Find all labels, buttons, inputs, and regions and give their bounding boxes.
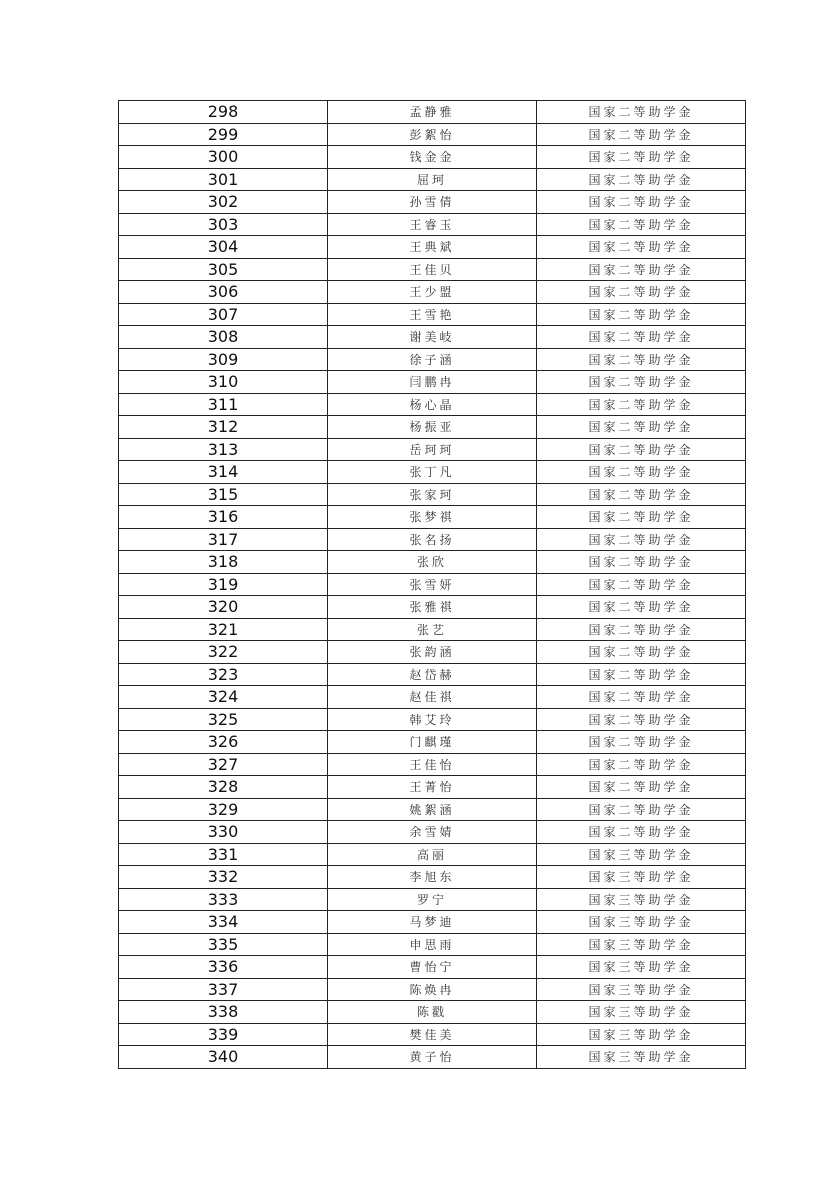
- student-name-cell: 赵佳祺: [328, 686, 537, 709]
- student-name-cell: 余雪婧: [328, 821, 537, 844]
- row-number-cell: 316: [119, 506, 328, 529]
- student-name-cell: 张雪妍: [328, 573, 537, 596]
- table-row: [119, 551, 746, 574]
- table-row: [119, 506, 746, 529]
- row-number-cell: 340: [119, 1046, 328, 1069]
- row-number-cell: 325: [119, 708, 328, 731]
- student-name-cell: 高丽: [328, 843, 537, 866]
- row-number-cell: 330: [119, 821, 328, 844]
- table-row: [119, 348, 746, 371]
- table-row: [119, 753, 746, 776]
- student-name-cell: 岳珂珂: [328, 438, 537, 461]
- student-name-cell: 张韵涵: [328, 641, 537, 664]
- table-row: [119, 461, 746, 484]
- student-name-cell: 樊佳美: [328, 1023, 537, 1046]
- row-number-cell: 329: [119, 798, 328, 821]
- award-type-cell: 国家二等助学金: [537, 213, 746, 236]
- table-row: [119, 146, 746, 169]
- award-type-cell: 国家二等助学金: [537, 708, 746, 731]
- row-number-cell: 321: [119, 618, 328, 641]
- award-type-cell: 国家二等助学金: [537, 753, 746, 776]
- award-type-cell: 国家二等助学金: [537, 596, 746, 619]
- award-type-cell: 国家三等助学金: [537, 978, 746, 1001]
- award-type-cell: 国家二等助学金: [537, 506, 746, 529]
- table-row: [119, 1046, 746, 1069]
- table-row: [119, 686, 746, 709]
- student-name-cell: 王少盟: [328, 281, 537, 304]
- table-row: [119, 978, 746, 1001]
- student-name-cell: 张雅祺: [328, 596, 537, 619]
- student-name-cell: 杨振亚: [328, 416, 537, 439]
- row-number-cell: 333: [119, 888, 328, 911]
- student-name-cell: 李旭东: [328, 866, 537, 889]
- row-number-cell: 313: [119, 438, 328, 461]
- award-type-cell: 国家三等助学金: [537, 1001, 746, 1024]
- table-row: [119, 866, 746, 889]
- table-row: [119, 1023, 746, 1046]
- table-row: [119, 303, 746, 326]
- table-row: [119, 911, 746, 934]
- award-type-cell: 国家二等助学金: [537, 483, 746, 506]
- row-number-cell: 312: [119, 416, 328, 439]
- award-type-cell: 国家二等助学金: [537, 641, 746, 664]
- table-row: [119, 933, 746, 956]
- student-name-cell: 王典斌: [328, 236, 537, 259]
- row-number-cell: 332: [119, 866, 328, 889]
- award-type-cell: 国家二等助学金: [537, 663, 746, 686]
- award-type-cell: 国家二等助学金: [537, 438, 746, 461]
- student-name-cell: 张艺: [328, 618, 537, 641]
- award-type-cell: 国家二等助学金: [537, 191, 746, 214]
- table-row: [119, 731, 746, 754]
- table-row: [119, 888, 746, 911]
- student-name-cell: 张家珂: [328, 483, 537, 506]
- table-row: [119, 258, 746, 281]
- award-type-cell: 国家二等助学金: [537, 551, 746, 574]
- student-name-cell: 王睿玉: [328, 213, 537, 236]
- award-type-cell: 国家三等助学金: [537, 1023, 746, 1046]
- row-number-cell: 305: [119, 258, 328, 281]
- award-type-cell: 国家二等助学金: [537, 371, 746, 394]
- student-name-cell: 门麒瑾: [328, 731, 537, 754]
- row-number-cell: 324: [119, 686, 328, 709]
- student-name-cell: 钱金金: [328, 146, 537, 169]
- award-type-cell: 国家三等助学金: [537, 843, 746, 866]
- student-name-cell: 罗宁: [328, 888, 537, 911]
- award-type-cell: 国家二等助学金: [537, 146, 746, 169]
- row-number-cell: 338: [119, 1001, 328, 1024]
- student-name-cell: 申思雨: [328, 933, 537, 956]
- student-name-cell: 孙雪倩: [328, 191, 537, 214]
- table-row: [119, 843, 746, 866]
- award-type-cell: 国家二等助学金: [537, 348, 746, 371]
- award-type-cell: 国家二等助学金: [537, 168, 746, 191]
- row-number-cell: 334: [119, 911, 328, 934]
- award-type-cell: 国家二等助学金: [537, 776, 746, 799]
- student-name-cell: 张丁凡: [328, 461, 537, 484]
- row-number-cell: 303: [119, 213, 328, 236]
- award-type-cell: 国家二等助学金: [537, 326, 746, 349]
- scholarship-list-table: [118, 100, 746, 1069]
- student-name-cell: 姚絮涵: [328, 798, 537, 821]
- row-number-cell: 331: [119, 843, 328, 866]
- row-number-cell: 308: [119, 326, 328, 349]
- row-number-cell: 315: [119, 483, 328, 506]
- award-type-cell: 国家二等助学金: [537, 236, 746, 259]
- table-row: [119, 776, 746, 799]
- student-name-cell: 杨心晶: [328, 393, 537, 416]
- student-name-cell: 闫鹏冉: [328, 371, 537, 394]
- table-row: [119, 416, 746, 439]
- student-name-cell: 王菁怡: [328, 776, 537, 799]
- student-name-cell: 孟静雅: [328, 101, 537, 124]
- row-number-cell: 311: [119, 393, 328, 416]
- table-row: [119, 371, 746, 394]
- table-row: [119, 483, 746, 506]
- row-number-cell: 301: [119, 168, 328, 191]
- table-row: [119, 393, 746, 416]
- row-number-cell: 323: [119, 663, 328, 686]
- award-type-cell: 国家二等助学金: [537, 618, 746, 641]
- student-name-cell: 王佳贝: [328, 258, 537, 281]
- student-name-cell: 马梦迪: [328, 911, 537, 934]
- award-type-cell: 国家三等助学金: [537, 956, 746, 979]
- table-row: [119, 956, 746, 979]
- row-number-cell: 319: [119, 573, 328, 596]
- row-number-cell: 309: [119, 348, 328, 371]
- row-number-cell: 306: [119, 281, 328, 304]
- award-type-cell: 国家二等助学金: [537, 303, 746, 326]
- award-type-cell: 国家二等助学金: [537, 258, 746, 281]
- row-number-cell: 339: [119, 1023, 328, 1046]
- table-row: [119, 191, 746, 214]
- row-number-cell: 317: [119, 528, 328, 551]
- row-number-cell: 304: [119, 236, 328, 259]
- row-number-cell: 314: [119, 461, 328, 484]
- student-name-cell: 谢美岐: [328, 326, 537, 349]
- student-name-cell: 徐子涵: [328, 348, 537, 371]
- table-row: [119, 1001, 746, 1024]
- table-row: [119, 798, 746, 821]
- row-number-cell: 328: [119, 776, 328, 799]
- award-type-cell: 国家二等助学金: [537, 123, 746, 146]
- award-type-cell: 国家二等助学金: [537, 821, 746, 844]
- award-type-cell: 国家二等助学金: [537, 528, 746, 551]
- row-number-cell: 326: [119, 731, 328, 754]
- row-number-cell: 322: [119, 641, 328, 664]
- table-row: [119, 326, 746, 349]
- table-row: [119, 573, 746, 596]
- award-type-cell: 国家二等助学金: [537, 686, 746, 709]
- student-name-cell: 王佳怡: [328, 753, 537, 776]
- row-number-cell: 310: [119, 371, 328, 394]
- award-type-cell: 国家二等助学金: [537, 731, 746, 754]
- table-row: [119, 641, 746, 664]
- award-type-cell: 国家三等助学金: [537, 1046, 746, 1069]
- table-row: [119, 618, 746, 641]
- student-name-cell: 张名扬: [328, 528, 537, 551]
- table-row: [119, 528, 746, 551]
- student-name-cell: 张欣: [328, 551, 537, 574]
- row-number-cell: 337: [119, 978, 328, 1001]
- award-type-cell: 国家二等助学金: [537, 101, 746, 124]
- row-number-cell: 320: [119, 596, 328, 619]
- award-type-cell: 国家三等助学金: [537, 866, 746, 889]
- table-row: [119, 281, 746, 304]
- student-name-cell: 赵岱赫: [328, 663, 537, 686]
- row-number-cell: 335: [119, 933, 328, 956]
- row-number-cell: 327: [119, 753, 328, 776]
- row-number-cell: 298: [119, 101, 328, 124]
- award-type-cell: 国家二等助学金: [537, 573, 746, 596]
- student-name-cell: 韩艾玲: [328, 708, 537, 731]
- student-name-cell: 曹怡宁: [328, 956, 537, 979]
- table-row: [119, 101, 746, 124]
- award-type-cell: 国家二等助学金: [537, 461, 746, 484]
- row-number-cell: 300: [119, 146, 328, 169]
- award-type-cell: 国家二等助学金: [537, 798, 746, 821]
- student-name-cell: 王雪艳: [328, 303, 537, 326]
- table-row: [119, 213, 746, 236]
- student-name-cell: 陈戳: [328, 1001, 537, 1024]
- award-type-cell: 国家三等助学金: [537, 911, 746, 934]
- row-number-cell: 336: [119, 956, 328, 979]
- student-name-cell: 彭絮怡: [328, 123, 537, 146]
- table-row: [119, 708, 746, 731]
- award-type-cell: 国家三等助学金: [537, 888, 746, 911]
- row-number-cell: 302: [119, 191, 328, 214]
- table-body: [119, 101, 746, 1069]
- table-row: [119, 168, 746, 191]
- row-number-cell: 318: [119, 551, 328, 574]
- table-row: [119, 438, 746, 461]
- award-type-cell: 国家二等助学金: [537, 281, 746, 304]
- award-type-cell: 国家三等助学金: [537, 933, 746, 956]
- student-name-cell: 屈珂: [328, 168, 537, 191]
- award-type-cell: 国家二等助学金: [537, 416, 746, 439]
- row-number-cell: 299: [119, 123, 328, 146]
- student-name-cell: 张梦祺: [328, 506, 537, 529]
- student-name-cell: 陈焕冉: [328, 978, 537, 1001]
- table-row: [119, 663, 746, 686]
- table-row: [119, 596, 746, 619]
- table-row: [119, 123, 746, 146]
- award-type-cell: 国家二等助学金: [537, 393, 746, 416]
- student-name-cell: 黄子怡: [328, 1046, 537, 1069]
- table-row: [119, 236, 746, 259]
- row-number-cell: 307: [119, 303, 328, 326]
- table-row: [119, 821, 746, 844]
